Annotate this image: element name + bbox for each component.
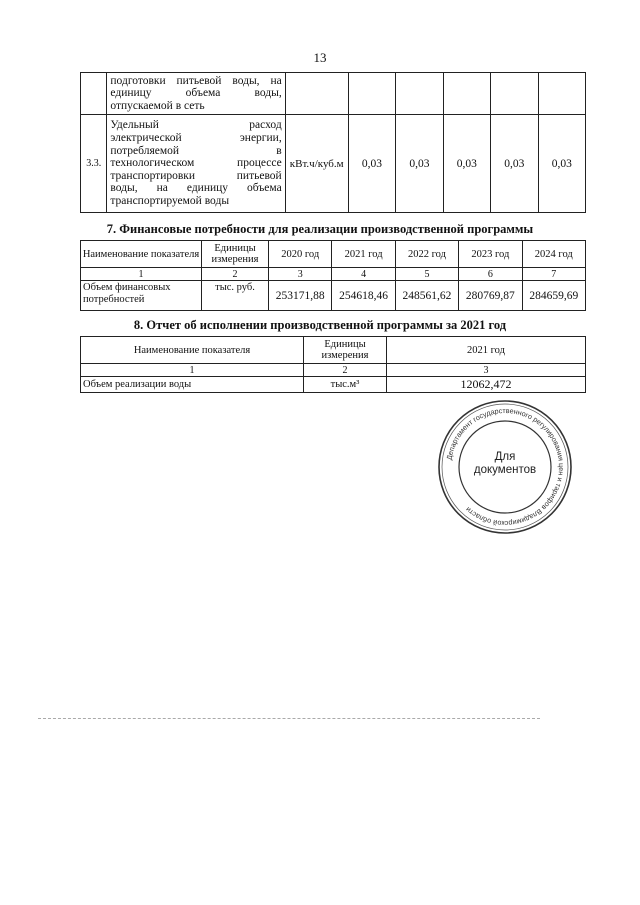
stamp-center-text <box>436 451 574 477</box>
stamp-center-line: Для <box>494 451 516 463</box>
unit-cell: кВт.ч/куб.м <box>285 115 348 213</box>
unit-cell <box>285 73 348 115</box>
column-header: Единицы измерения <box>304 337 387 364</box>
value-cell: 0,03 <box>491 115 538 213</box>
column-number: 6 <box>459 268 522 281</box>
column-number: 2 <box>202 268 269 281</box>
indicator-name-cell <box>107 115 285 213</box>
value-cell: 0,03 <box>396 115 443 213</box>
value-cell <box>538 73 585 115</box>
row-number-cell: 3.3. <box>81 115 107 213</box>
column-number: 3 <box>387 364 586 377</box>
table-row <box>81 73 586 115</box>
column-header: Наименование показателя <box>81 241 202 268</box>
indicator-name-line: отпускаемой в сеть <box>110 99 205 112</box>
indicator-name-line: единицу объема воды, <box>110 87 282 100</box>
indicator-name-line: технологическом процессе <box>110 157 282 170</box>
section-8-title: 8. Отчет об исполнении производственной программы за 2021 год <box>133 318 507 332</box>
unit-cell: тыс.м³ <box>304 377 387 393</box>
indicator-name-line: Удельный расход <box>110 119 282 132</box>
column-number: 4 <box>332 268 395 281</box>
column-header: 2020 год <box>269 241 332 268</box>
value-cell: 12062,472 <box>387 377 586 393</box>
indicator-name-line: электрической энергии, <box>110 132 282 145</box>
column-header: Наименование показателя <box>81 337 304 364</box>
stamp-ring-text: Департамент государственного регулирования цен и тарифов Владимирской области <box>444 405 567 529</box>
page-number: 13 <box>313 50 327 65</box>
value-cell <box>396 73 443 115</box>
indicators-table <box>80 72 586 213</box>
column-number: 1 <box>81 364 304 377</box>
indicator-name-cell <box>107 73 285 115</box>
column-number: 5 <box>395 268 458 281</box>
financial-needs-table <box>80 240 586 311</box>
indicator-name-cell: Объем реализации воды <box>81 377 304 393</box>
value-cell <box>348 73 395 115</box>
value-cell: 280769,87 <box>459 281 522 311</box>
table-header-row <box>81 241 586 268</box>
table-header-row <box>81 337 586 364</box>
value-cell: 254618,46 <box>332 281 395 311</box>
value-cell <box>491 73 538 115</box>
value-cell: 248561,62 <box>395 281 458 311</box>
table-row <box>81 281 586 311</box>
value-cell <box>443 73 490 115</box>
indicator-name-cell: Объем финансовых потребностей <box>81 281 202 311</box>
stamp-center-line: документов <box>473 464 537 476</box>
indicator-name-line: подготовки питьевой воды, на <box>110 74 282 87</box>
column-header: 2021 год <box>332 241 395 268</box>
value-cell: 0,03 <box>443 115 490 213</box>
program-report-table <box>80 336 586 393</box>
column-header: Единицы измерения <box>202 241 269 268</box>
column-number: 2 <box>304 364 387 377</box>
value-cell: 0,03 <box>348 115 395 213</box>
column-number: 7 <box>522 268 585 281</box>
section-7-title: 7. Финансовые потребности для реализации производственной программы <box>106 222 534 236</box>
column-header: 2024 год <box>522 241 585 268</box>
value-cell: 253171,88 <box>269 281 332 311</box>
row-number-cell <box>81 73 107 115</box>
scan-artifact-line <box>38 718 540 719</box>
indicator-name-line: потребляемой в <box>110 144 282 157</box>
table-row <box>81 115 586 213</box>
column-header: 2021 год <box>387 337 586 364</box>
column-number: 3 <box>269 268 332 281</box>
indicator-name-line: воды, на единицу объема <box>110 182 282 195</box>
value-cell: 0,03 <box>538 115 585 213</box>
column-number: 1 <box>81 268 202 281</box>
column-header: 2022 год <box>395 241 458 268</box>
column-number-row <box>81 364 586 377</box>
value-cell: 284659,69 <box>522 281 585 311</box>
column-header: 2023 год <box>459 241 522 268</box>
unit-cell: тыс. руб. <box>202 281 269 311</box>
indicator-name-line: транспортируемой воды <box>110 194 230 207</box>
column-number-row <box>81 268 586 281</box>
indicator-name-line: транспортировки питьевой <box>110 169 282 182</box>
table-row <box>81 377 586 393</box>
